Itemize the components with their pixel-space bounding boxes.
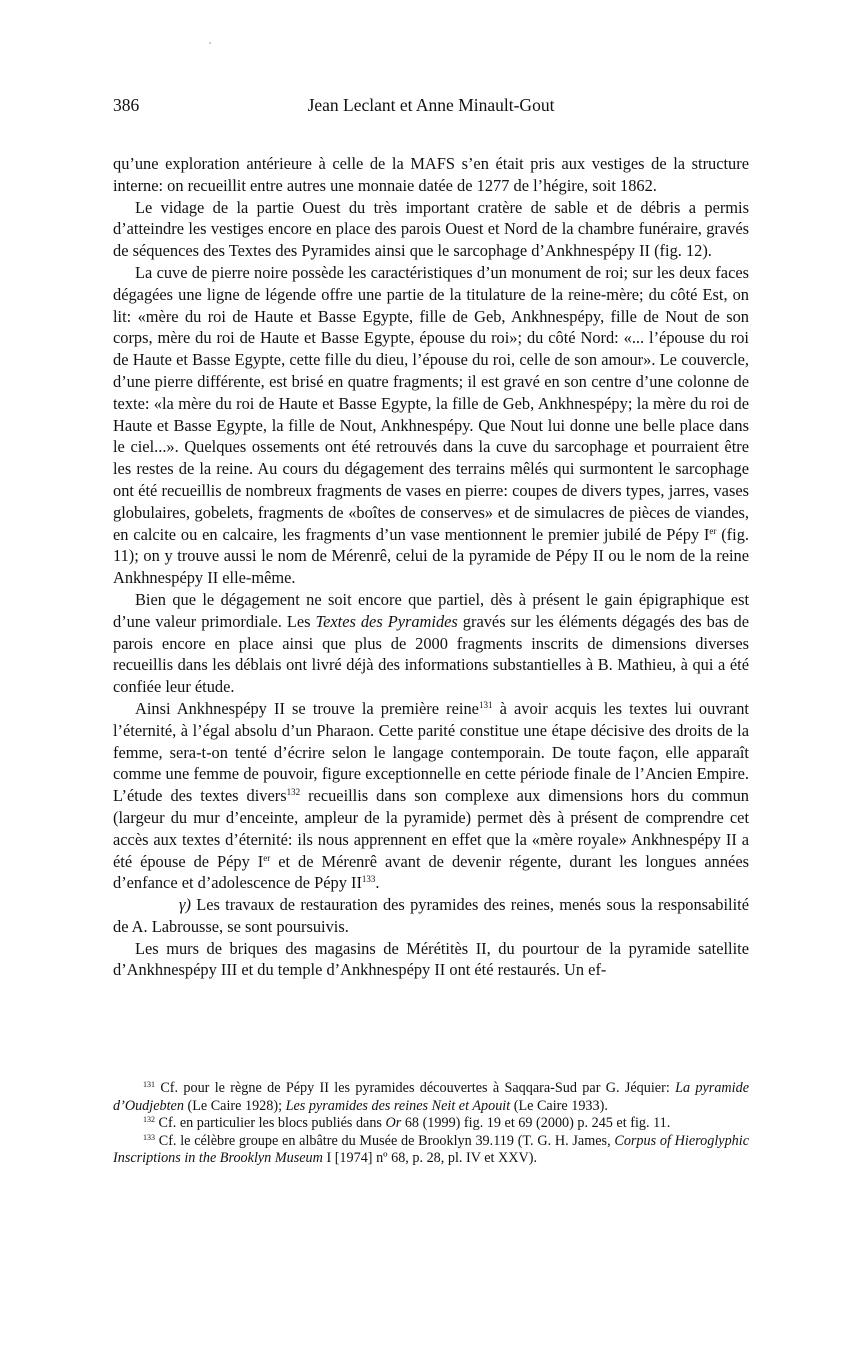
paragraph-1-text: qu’une exploration antérieure à celle de la MAFS s’en était pris aux vestiges de la structure interne: on recueillit entre autres une monnaie datée de 1277 de l’hégire, soit 1862. xyxy=(113,154,749,195)
footnote-text: Cf. pour le règne de Pépy II les pyramides découvertes à Saqqara-Sud par G. Jéquier: xyxy=(155,1080,676,1096)
footnote-ref-132: 132 xyxy=(286,787,301,798)
footnote-text: (Le Caire 1928); xyxy=(183,1097,286,1114)
running-title: Jean Leclant et Anne Minault-Gout xyxy=(307,95,555,115)
scan-speck xyxy=(209,42,211,44)
paragraph-4 xyxy=(113,589,749,698)
paragraph-3-end: (fig. 11); on y trouve aussi le nom de Mérenrê, celui de la pyramide de Pépy II ou le nom de la reine Ankhnespépy II elle-même. xyxy=(113,524,749,588)
footnote-133 xyxy=(113,1133,749,1168)
footnote-italic: La pyramide d’Oudjebten xyxy=(113,1080,750,1114)
section-marker: γ) xyxy=(179,895,191,915)
paragraph-5-e: . xyxy=(375,873,380,893)
paragraph-3 xyxy=(113,262,749,589)
paragraph-5-a: Ainsi Ankhnespépy II se trouve la première reine xyxy=(135,698,479,718)
paragraph-5 xyxy=(113,698,749,894)
page-header xyxy=(113,95,749,119)
footnote-number: 132 xyxy=(143,1115,155,1124)
paragraph-5-d: et de Mérenrê avant de devenir régente, durant les longues années d’enfance et d’adolescence de Pépy II xyxy=(113,851,749,893)
paragraph-2-text: Le vidage de la partie Ouest du très important cratère de sable et de débris a permis d’atteindre les vestiges encore en place des parois Ouest et Nord de la chambre funéraire, gravés de séquences des Textes des Pyramides ainsi que le sarcophage d’Ankhnespépy II (fig. 12). xyxy=(113,197,749,261)
paragraph-2 xyxy=(113,197,749,262)
paragraph-7 xyxy=(113,938,749,982)
paragraph-1 xyxy=(113,153,749,197)
paragraph-7-text: Les murs de briques des magasins de Mérétitès II, du pourtour de la pyramide satellite d’Ankhnespépy III et du temple d’Ankhnespépy II ont été restaurés. Un ef- xyxy=(113,938,749,980)
footnote-text: 68 (1999) fig. 19 et 69 (2000) p. 245 et fig. 11. xyxy=(401,1115,671,1131)
paragraph-4-end: gravés sur les éléments dégagés des bas de parois encore en place ainsi que plus de 2000 fragments inscrits de dimensions diverses recueillis dans les déblais ont livré déjà des informations substantielles à B. Mathieu, à qui a été confiée leur étude. xyxy=(113,611,749,697)
paragraph-6-text: Les travaux de restauration des pyramides des reines, menés sous la responsabilité de A. Labrousse, se sont poursuivis. xyxy=(113,895,749,936)
superscript-er: er xyxy=(263,852,271,863)
page-number: 386 xyxy=(113,95,140,115)
footnote-italic: Les pyramides des reines Neit et Apouit xyxy=(285,1097,511,1114)
footnote-text: Cf. le célèbre groupe en albâtre du Musée de Brooklyn 39.119 (T. G. H. James, xyxy=(155,1132,615,1149)
superscript-er: er xyxy=(709,525,717,536)
footnotes xyxy=(113,1080,749,1168)
footnote-text: I [1974] nº 68, p. 28, pl. IV et XXV). xyxy=(322,1150,538,1166)
paragraph-5-b: à avoir acquis les textes lui ouvrant l’éternité, à l’égal absolu d’un Pharaon. Cette parité constitue une étape décisive des droits de la femme, sera-t-on tenté d’écrire selon le langage contemporain. De toute façon, elle apparaît comme une femme de pouvoir, figure exceptionnelle en cette période finale de l’Ancien Empire. L’étude des textes divers xyxy=(113,698,749,806)
footnote-italic: Corpus of Hieroglyphic Inscriptions in the Brooklyn Museum xyxy=(113,1132,749,1166)
body-text xyxy=(113,153,749,981)
paragraph-4-start: Bien que le dégagement ne soit encore que partiel, dès à présent le gain épigraphique est d’une valeur primordiale. Les xyxy=(113,589,749,631)
paragraph-6 xyxy=(113,894,749,938)
footnote-ref-133: 133 xyxy=(361,874,376,885)
footnote-text: Cf. en particulier les blocs publiés dans xyxy=(155,1115,386,1131)
footnote-ref-131: 131 xyxy=(478,699,493,710)
footnote-italic: Or xyxy=(385,1115,402,1131)
footnote-number: 131 xyxy=(143,1080,155,1089)
footnote-132 xyxy=(113,1115,749,1133)
footnote-number: 133 xyxy=(143,1132,155,1142)
italic-title: Textes des Pyramides xyxy=(315,611,458,631)
paragraph-5-c: recueillis dans son complexe aux dimensions hors du commun (largeur du mur d’enceinte, ampleur de la pyramide) permet dès à présent de comprendre cet accès aux textes d’éternité: ils nous apprennent en effet que la «mère royale» Ankhnespépy II a été épouse de Pépy I xyxy=(113,786,749,871)
paragraph-3-text: La cuve de pierre noire possède les caractéristiques d’un monument de roi; sur les deux faces dégagées une ligne de légende offre une partie de la titulature de la reine-mère; du côté Est, on lit: «mère du roi de Haute et Basse Egypte, fille de Geb, Ankhnespépy, fille de Nout de son corps, mère du roi de Haute et Basse Egypte, épouse du roi»; du côté Nord: «... l’épouse du roi de Haute et Basse Egypte, cette fille du dieu, l’épouse du roi, celle de son amour». Le couvercle, d’une pierre différente, est brisé en quatre fragments; il est gravé en son centre d’une colonne de texte: «la mère du roi de Haute et Basse Egypte, la fille de Geb, Ankhnespépy; la mère du roi de Haute et Basse Egypte, la fille de Nout, Ankhnespépy. Que Nout lui donne une belle place dans le ciel...». Quelques ossements ont été retrouvés dans la cuve du sarcophage et pourraient être les restes de la reine. Au cours du dégagement des terrains mêlés qui surmontent le sarcophage ont été recueillis de nombreux fragments de vases en pierre: coupes de divers types, jarres, vases globulaires, gobelets, fragments de «boîtes de conserves» et de simulacres de pièces de viandes, en calcite ou en calcaire, les fragments d’un vase mentionnent le premier jubilé de Pépy I xyxy=(113,262,749,544)
footnote-131 xyxy=(113,1080,749,1115)
footnote-text: (Le Caire 1933). xyxy=(510,1097,608,1114)
